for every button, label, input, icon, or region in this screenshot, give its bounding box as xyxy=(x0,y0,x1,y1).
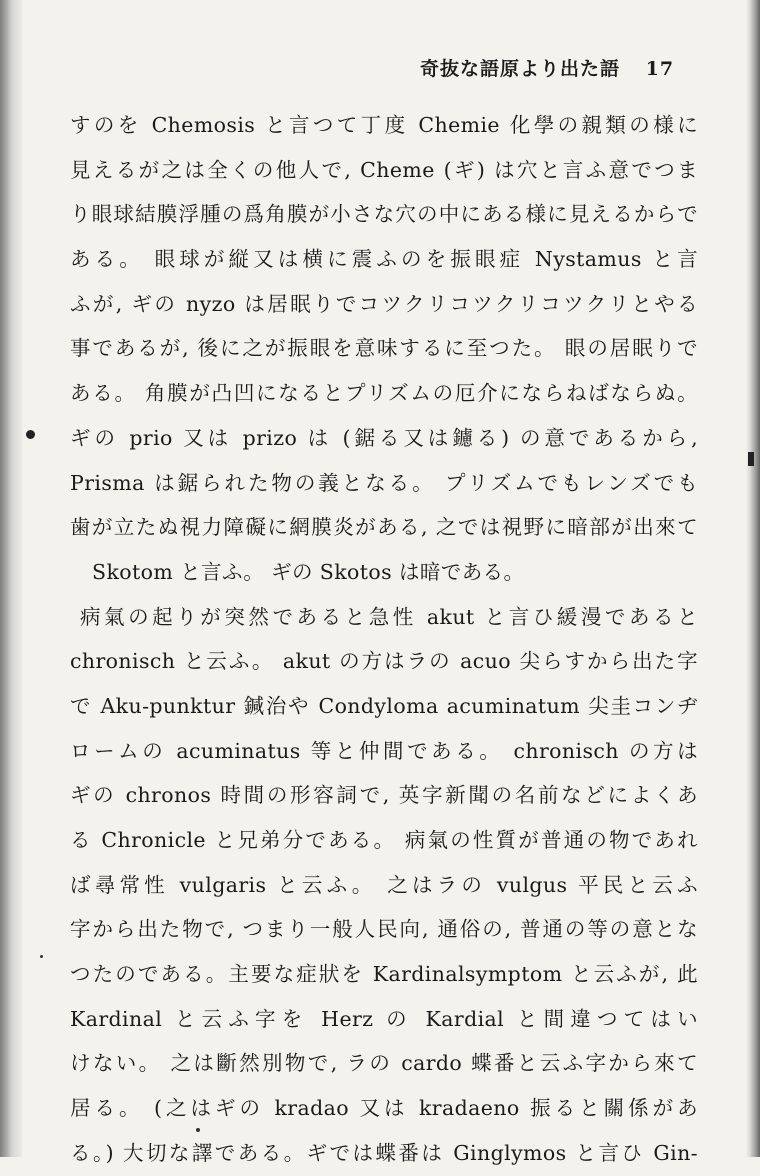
text-line: ギの chronos 時間の形容詞で, 英字新聞の名前などによくあ xyxy=(70,783,698,808)
text-line: 見えるが之は全くの他人で, Cheme (ギ) は穴と言ふ意でつま xyxy=(70,157,698,182)
page-edge-shadow-left xyxy=(0,0,22,1157)
text-line: Prisma は鋸られた物の義となる。 プリズムでもレンズでも xyxy=(70,470,698,495)
text-line: 居る。 (之はギの kradao 又は kradaeno 振ると關係があ xyxy=(70,1096,698,1121)
text-line: すのを Chemosis と言つて丁度 Chemie 化學の親類の様に xyxy=(70,113,698,137)
text-line: けない。 之は斷然別物で, ラの cardo 蝶番と云ふ字から來て xyxy=(70,1051,698,1076)
margin-ink-mark-right xyxy=(748,452,754,466)
running-header xyxy=(420,54,700,81)
text-line: ある。 眼球が縦又は横に震ふのを振眼症 Nystamus と言 xyxy=(70,247,698,272)
text-line: Skotom と言ふ。 ギの Skotos は暗である。 xyxy=(92,559,525,584)
text-line: 歯が立たぬ視力障礙に網膜炎がある, 之では視野に暗部が出來て xyxy=(70,515,698,540)
margin-ink-spot xyxy=(26,430,35,439)
page-number: 17 xyxy=(645,58,675,80)
text-line: る Chronicle と兄弟分である。 病氣の性質が普通の物であれ xyxy=(70,828,698,852)
text-line: 病氣の起りが突然であると急性 akut と言ひ緩漫であると xyxy=(80,604,698,629)
text-line: ふが, ギの nyzo は居眠りでコツクリコツクリコツクリとやる xyxy=(70,291,698,316)
running-title: 奇抜な語原より出た語 xyxy=(420,58,621,80)
text-line: ロームの acuminatus 等と仲間である。 chronisch の方は xyxy=(70,738,698,763)
text-line: で Aku-punktur 鍼治や Condyloma acuminatum 尖圭コンヂ xyxy=(70,693,698,718)
page-edge-shadow-right xyxy=(746,0,760,1157)
text-line: 事であるが, 後に之が振眼を意味するに至つた。 眼の居眠りで xyxy=(70,336,698,361)
text-line: ば尋常性 vulgaris と云ふ。 之はラの vulgus 平民と云ふ xyxy=(70,872,698,897)
text-line: chronisch と云ふ。 akut の方はラの acuo 尖らすから出た字 xyxy=(70,649,698,674)
text-line: り眼球結膜浮腫の爲角膜が小さな穴の中にある様に見えるからで xyxy=(70,202,698,227)
text-line: ある。 角膜が凸凹になるとプリズムの厄介にならねばならぬ。 xyxy=(70,381,698,406)
text-line: つたのである。主要な症狀を Kardinalsymptom と云ふが, 此 xyxy=(70,962,698,987)
text-line: 字から出た物で, つまり一般人民向, 通俗の, 普通の等の意とな xyxy=(70,917,698,942)
ink-speck xyxy=(40,955,43,958)
text-line: る。) 大切な譯である。ギでは蝶番は Ginglymos と言ひ Gin- xyxy=(70,1140,698,1165)
body-text xyxy=(70,103,698,1176)
text-line: ギの prio 又は prizo は (鋸る又は鑢る) の意であるから, xyxy=(70,425,698,450)
text-line: Kardinal と云ふ字を Herz の Kardial と間違つてはい xyxy=(70,1006,698,1031)
ink-speck xyxy=(196,1128,200,1132)
